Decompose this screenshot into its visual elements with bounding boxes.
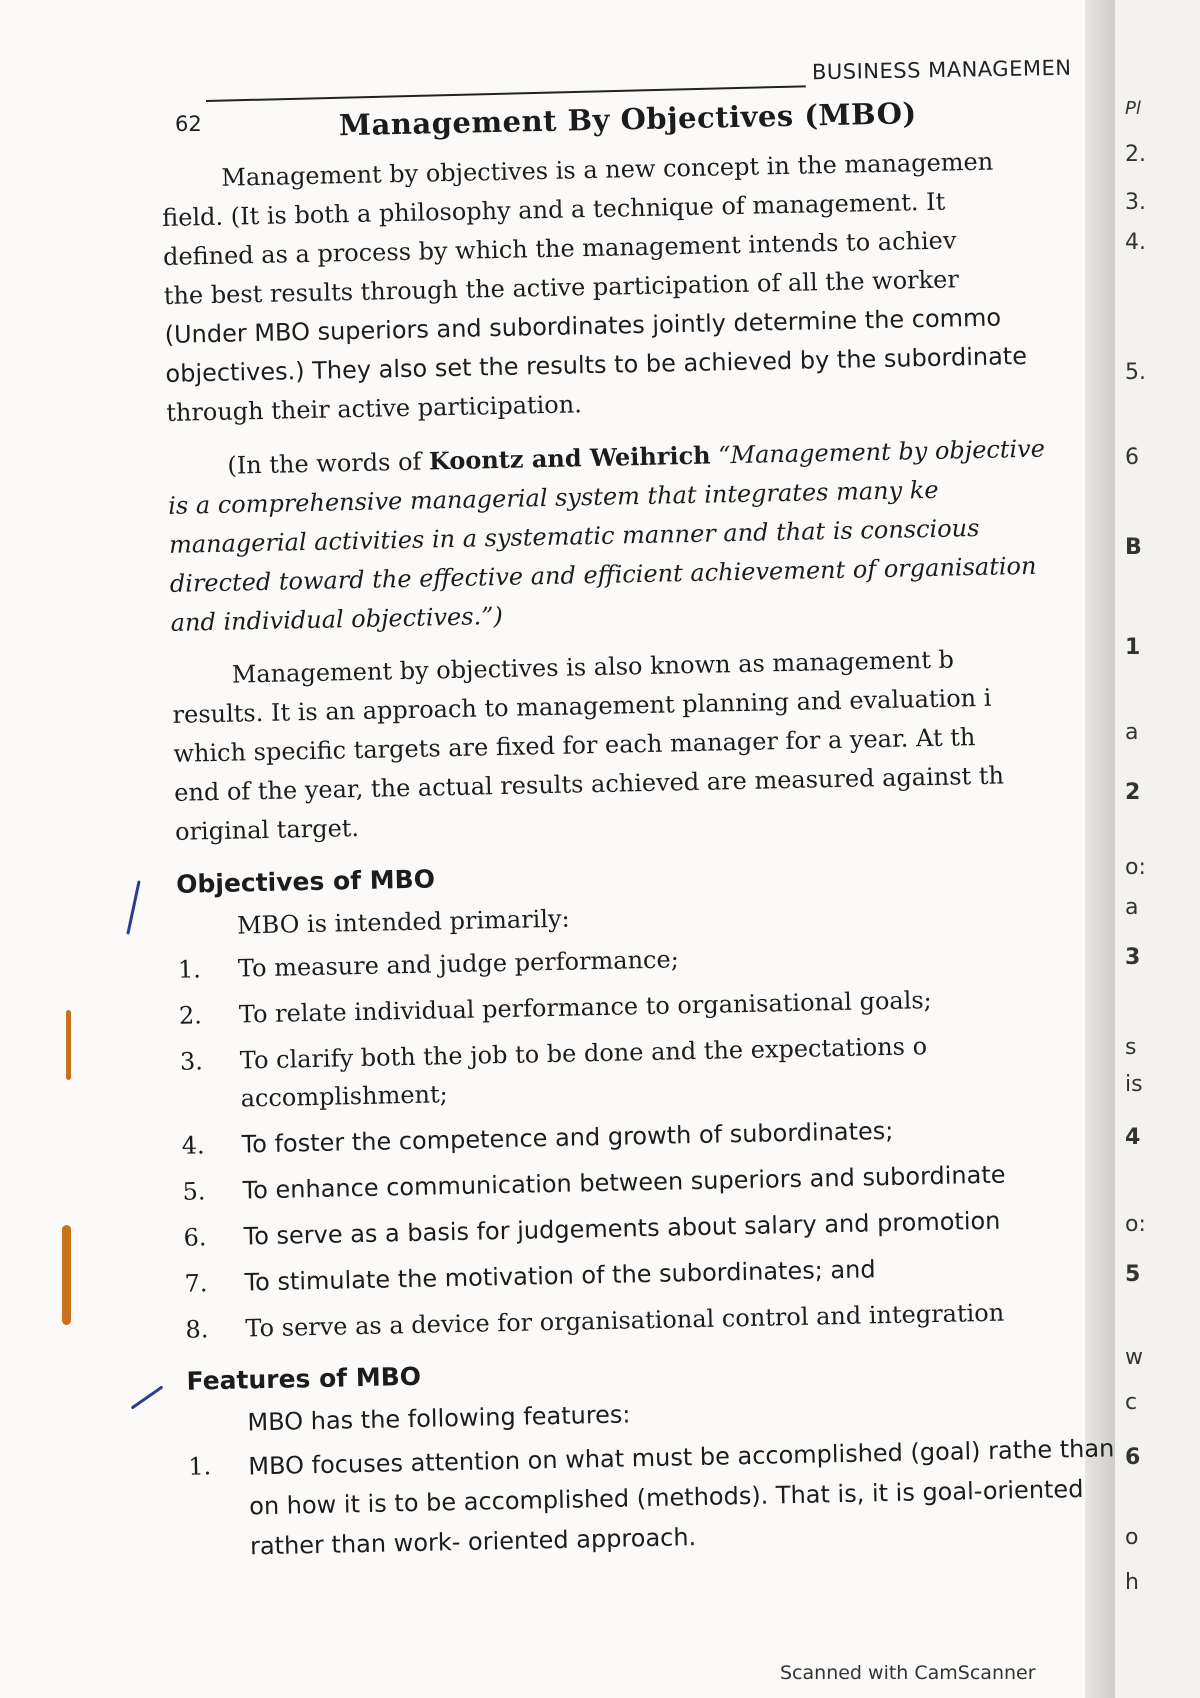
- objectives-heading: Objectives of MBO: [175, 864, 436, 899]
- next-page-fragment: 4.: [1125, 230, 1146, 255]
- item-text-line: accomplishment;: [240, 1080, 448, 1113]
- text-line: field. (It is both a philosophy and a technique of management. It: [161, 187, 946, 232]
- paragraph-definition-quote: [167, 427, 1106, 643]
- next-page-fragment: w: [1125, 1345, 1143, 1370]
- next-page-fragment: 6: [1125, 1445, 1141, 1470]
- list-item: [188, 1428, 1125, 1568]
- next-page-fragment: h: [1125, 1570, 1139, 1595]
- item-text: [239, 1023, 1115, 1117]
- pen-check-mark: [131, 1385, 164, 1409]
- running-head: BUSINESS MANAGEMEN: [811, 55, 1072, 85]
- next-page-fragment: 1: [1125, 635, 1141, 660]
- text-line: the best results through the active participation of all the worker: [163, 265, 960, 310]
- item-number: 1.: [177, 955, 202, 984]
- text-line: through their active participation.: [166, 390, 583, 427]
- scanner-watermark: Scanned with CamScanner: [780, 1662, 1036, 1684]
- next-page-fragment: o:: [1125, 1212, 1146, 1237]
- text-line: original target.: [174, 813, 360, 846]
- item-text: To serve as a basis for judgements about salary and promotion: [243, 1206, 1001, 1251]
- pen-check-mark: [126, 880, 140, 934]
- next-page-fragment: a: [1125, 895, 1139, 920]
- item-text: To relate individual performance to organisational goals;: [238, 986, 933, 1029]
- item-text: To enhance communication between superiors and subordinate: [242, 1160, 1006, 1205]
- next-page-fragment: 3.: [1125, 190, 1146, 215]
- page-number: 62: [175, 112, 202, 136]
- item-number: 7.: [184, 1269, 208, 1298]
- quote-line: is a comprehensive managerial system that integrates many ke: [167, 475, 939, 520]
- next-page-fragment: Pl: [1125, 98, 1141, 119]
- paragraph-results: [171, 637, 1110, 852]
- quote-line: and individual objectives.”): [170, 601, 504, 637]
- item-number: 8.: [185, 1315, 209, 1344]
- text-line: (Under MBO superiors and subordinates jointly determine the commo: [164, 303, 1002, 349]
- next-page-fragment: 6: [1125, 445, 1139, 470]
- item-number: 4.: [181, 1131, 205, 1160]
- text-line: Management by objectives is also known as management b: [231, 645, 955, 689]
- features-heading: Features of MBO: [186, 1361, 422, 1396]
- next-page-fragment: is: [1125, 1072, 1143, 1097]
- next-page-fragment: 4: [1125, 1125, 1141, 1150]
- next-page-fragment: c: [1125, 1390, 1138, 1415]
- page-title: Management By Objectives (MBO): [338, 96, 917, 143]
- next-page-fragment: 2.: [1125, 142, 1146, 167]
- next-page-fragment: s: [1125, 1035, 1137, 1060]
- quote-line: managerial activities in a systematic manner and that is conscious: [168, 513, 980, 559]
- quote-line: directed toward the effective and efficient achievement of organisation: [169, 551, 1037, 598]
- next-page-fragment: o:: [1125, 855, 1146, 880]
- next-page-fragment: 2: [1125, 780, 1141, 805]
- text-line: defined as a process by which the management intends to achiev: [162, 226, 957, 271]
- item-text: To foster the competence and growth of subordinates;: [241, 1116, 894, 1159]
- item-text-line: To clarify both the job to be done and the expectations o: [239, 1032, 928, 1075]
- quote-text: “Management by objective: [710, 434, 1046, 470]
- list-item: [179, 1023, 1115, 1119]
- text-line: end of the year, the actual results achieved are measured against th: [173, 761, 1005, 807]
- item-text: MBO focuses attention on what must be accomplished (goal) rathe than on how it is to be accomplished (methods). That is, it is goal-oriented rather than work- oriented approach.: [248, 1434, 1115, 1561]
- margin-pen-mark: [66, 1010, 71, 1080]
- next-page-fragment: o: [1125, 1525, 1139, 1550]
- next-page-edge: [1115, 0, 1200, 1698]
- objectives-intro: MBO is intended primarily:: [236, 904, 570, 940]
- text-line: objectives.) They also set the results to be achieved by the subordinate: [165, 341, 1028, 388]
- text-line: results. It is an approach to management planning and evaluation i: [172, 683, 992, 729]
- next-page-fragment: 5: [1125, 1262, 1141, 1287]
- item-number: 2.: [178, 1001, 203, 1030]
- features-intro: MBO has the following features:: [247, 1400, 631, 1437]
- next-page-fragment: 5.: [1125, 360, 1146, 385]
- item-number: 3.: [179, 1047, 204, 1076]
- item-number: 6.: [183, 1223, 207, 1252]
- margin-pen-mark: [62, 1225, 71, 1325]
- next-page-fragment: 3: [1125, 945, 1141, 970]
- item-number: 1.: [188, 1452, 212, 1481]
- item-text: To stimulate the motivation of the subordinates; and: [244, 1255, 876, 1297]
- item-number: 5.: [182, 1177, 206, 1206]
- page-content: [160, 92, 1125, 1575]
- item-text: To serve as a device for organisational control and integration: [245, 1298, 1005, 1343]
- item-text: To measure and judge performance;: [237, 945, 680, 983]
- quote-authors: Koontz and Weihrich: [428, 440, 711, 476]
- next-page-fragment: B: [1125, 535, 1142, 560]
- next-page-fragment: a: [1125, 720, 1139, 745]
- objectives-list: [178, 931, 1121, 1348]
- features-list: [188, 1428, 1125, 1568]
- text-line: which specific targets are fixed for each manager for a year. At th: [173, 723, 976, 768]
- text-line: Management by objectives is a new concept in the managemen: [221, 147, 994, 192]
- paragraph-intro: [161, 140, 1102, 433]
- quote-lead-in: (In the words of: [227, 447, 430, 480]
